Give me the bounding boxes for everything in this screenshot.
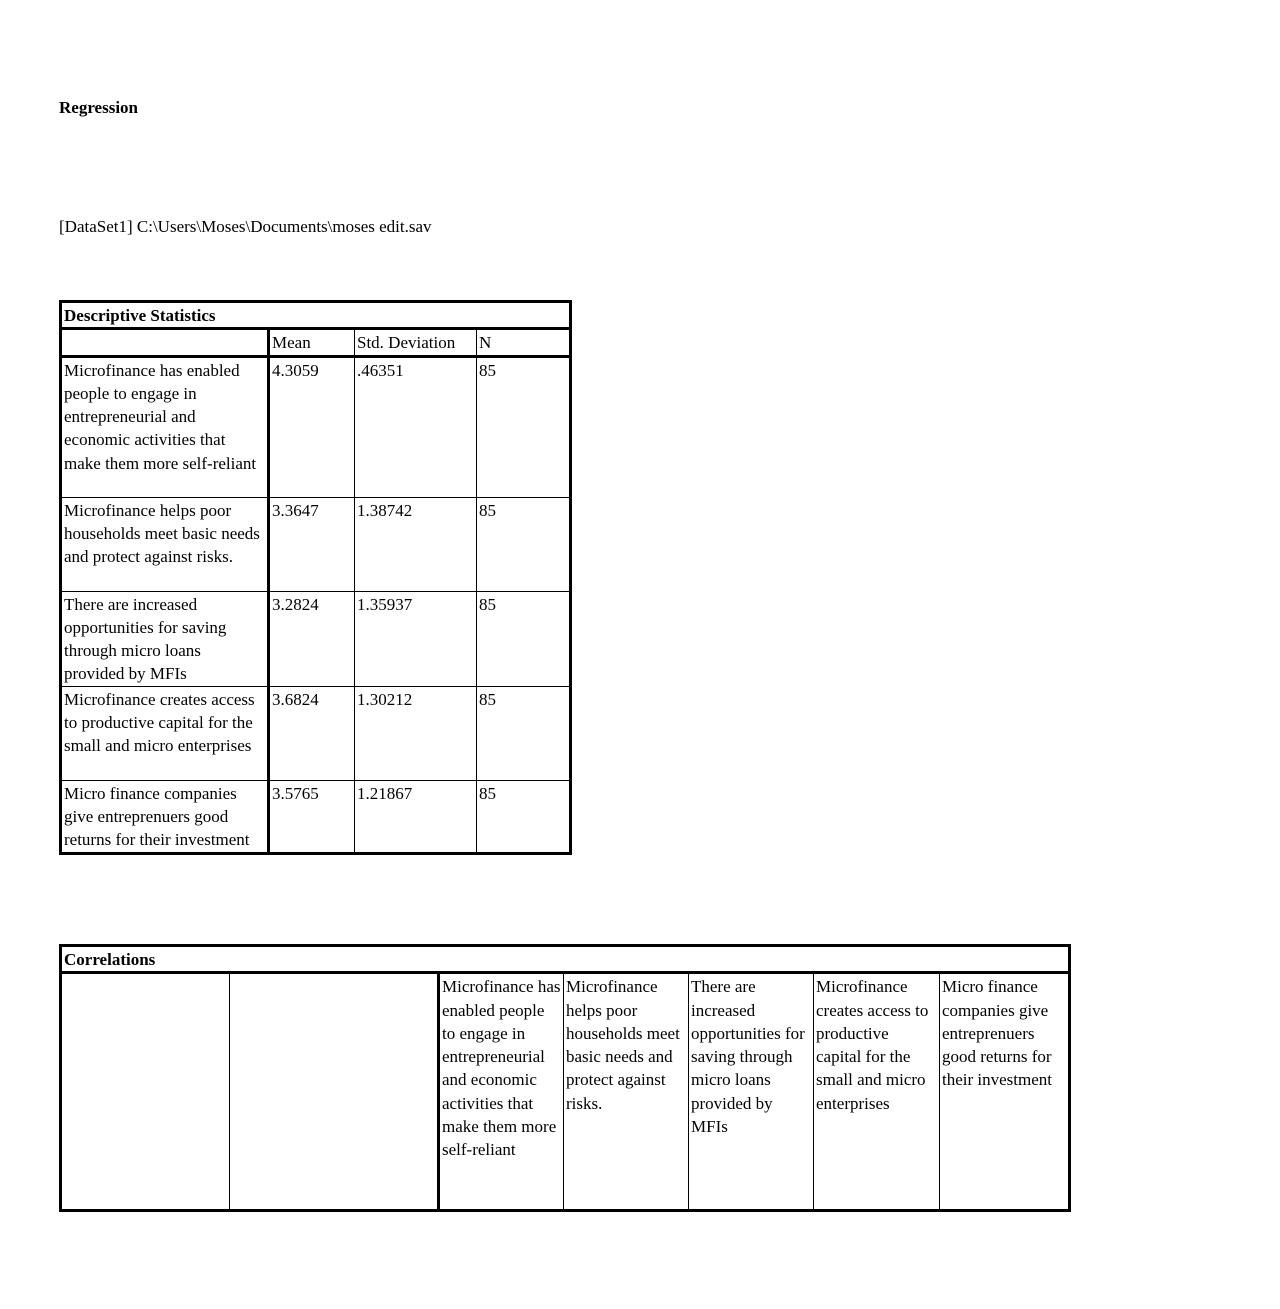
correlations-table bbox=[59, 944, 1071, 1212]
dataset-path: [DataSet1] C:\Users\Moses\Documents\moses edit.sav bbox=[59, 217, 432, 236]
corner-cell bbox=[230, 973, 439, 1211]
mean-value: 3.5765 bbox=[269, 780, 355, 853]
descriptive-statistics-title: Descriptive Statistics bbox=[61, 302, 571, 329]
column-header: There are increased opportunities for saving through micro loans provided by MFIs bbox=[689, 973, 814, 1211]
descriptive-statistics-table bbox=[59, 300, 572, 855]
column-header: Microfinance creates access to productive capital for the small and micro enterprises bbox=[814, 973, 940, 1211]
std-deviation-value: 1.38742 bbox=[355, 497, 477, 591]
row-label: Microfinance creates access to productive capital for the small and micro enterprises bbox=[61, 686, 269, 780]
table-row bbox=[61, 686, 571, 780]
row-label: There are increased opportunities for saving through micro loans provided by MFIs bbox=[61, 591, 269, 686]
std-deviation-value: 1.35937 bbox=[355, 591, 477, 686]
column-header-mean: Mean bbox=[269, 329, 355, 356]
n-value: 85 bbox=[477, 356, 571, 497]
table-row bbox=[61, 497, 571, 591]
column-header-n: N bbox=[477, 329, 571, 356]
mean-value: 3.2824 bbox=[269, 591, 355, 686]
n-value: 85 bbox=[477, 780, 571, 853]
table-row bbox=[61, 780, 571, 853]
row-label: Micro finance companies give entreprenuers good returns for their investment bbox=[61, 780, 269, 853]
header-row bbox=[61, 329, 571, 356]
mean-value: 3.6824 bbox=[269, 686, 355, 780]
section-heading: Regression bbox=[59, 98, 139, 117]
std-deviation-value: 1.21867 bbox=[355, 780, 477, 853]
corner-cell bbox=[61, 973, 230, 1211]
header-row bbox=[61, 973, 1070, 1211]
table-row bbox=[61, 591, 571, 686]
mean-value: 3.3647 bbox=[269, 497, 355, 591]
column-header: Microfinance has enabled people to engage in entrepreneurial and economic activities that make them more self-reliant bbox=[439, 973, 564, 1211]
n-value: 85 bbox=[477, 591, 571, 686]
std-deviation-value: 1.30212 bbox=[355, 686, 477, 780]
row-label: Microfinance has enabled people to engage in entrepreneurial and economic activities that make them more self-reliant bbox=[61, 356, 269, 497]
correlations-title: Correlations bbox=[61, 946, 1070, 973]
mean-value: 4.3059 bbox=[269, 356, 355, 497]
n-value: 85 bbox=[477, 497, 571, 591]
column-header-std-deviation: Std. Deviation bbox=[355, 329, 477, 356]
row-label: Microfinance helps poor households meet basic needs and protect against risks. bbox=[61, 497, 269, 591]
column-header: Microfinance helps poor households meet basic needs and protect against risks. bbox=[564, 973, 689, 1211]
table-row bbox=[61, 356, 571, 497]
column-header: Micro finance companies give entreprenuers good returns for their investment bbox=[940, 973, 1070, 1211]
std-deviation-value: .46351 bbox=[355, 356, 477, 497]
n-value: 85 bbox=[477, 686, 571, 780]
corner-cell bbox=[61, 329, 269, 356]
